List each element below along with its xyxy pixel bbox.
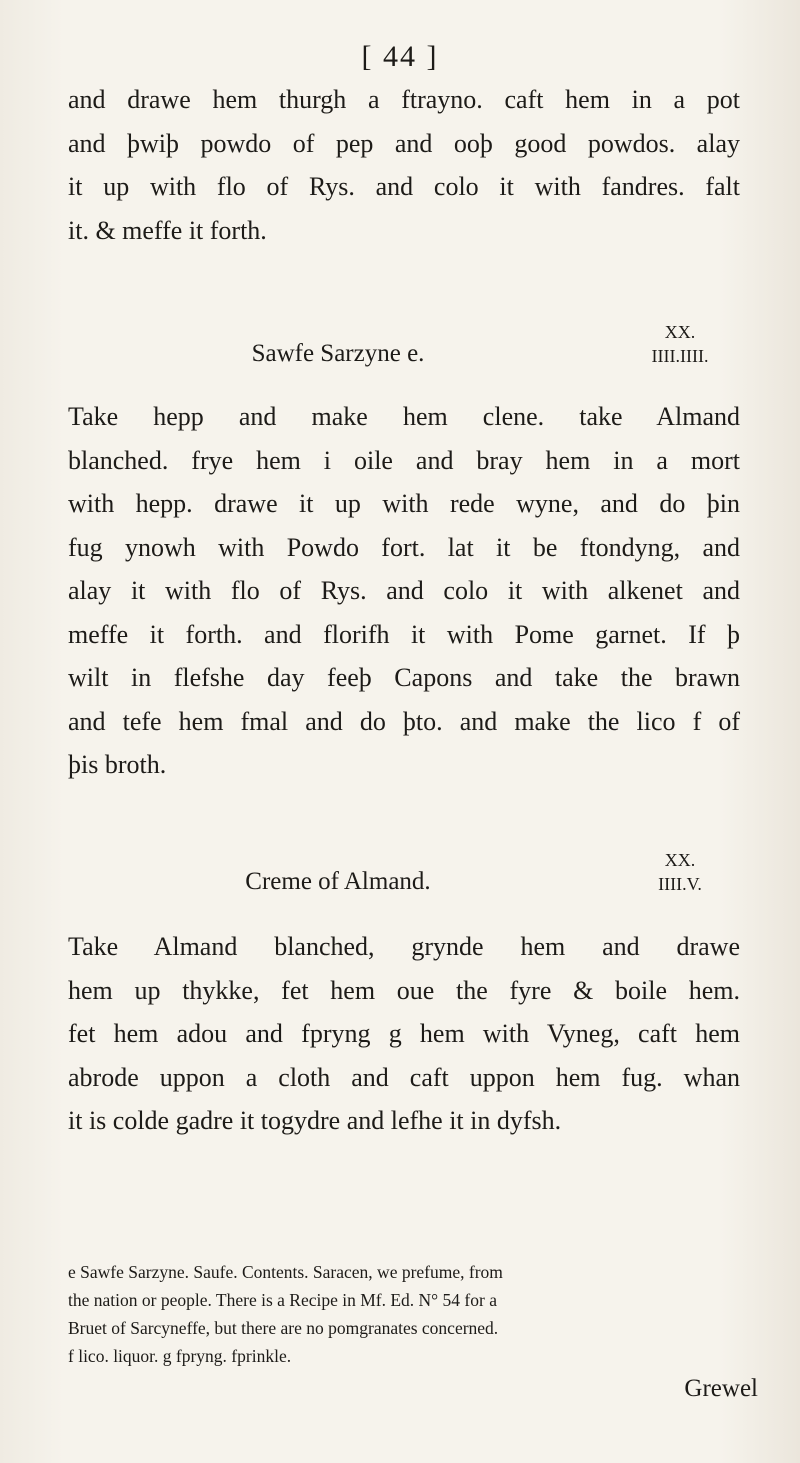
text-line: Take hepp and make hem clene. take Almand bbox=[68, 402, 740, 431]
footnote-line: Bruet of Sarcyneffe, but there are no pomgranates concerned. bbox=[68, 1318, 499, 1338]
footnote-line: f lico. liquor. g fpryng. fprinkle. bbox=[68, 1346, 292, 1366]
page-number-header: [ 44 ] bbox=[361, 40, 439, 73]
recipe-body-sawfe-sarzyne bbox=[68, 395, 740, 787]
recipe-number-top: XX. bbox=[664, 322, 696, 342]
recipe-number bbox=[620, 320, 740, 368]
text-line: it. & meffe it forth. bbox=[68, 215, 267, 245]
text-line: it is colde gadre it togydre and lefhe it in dyfsh. bbox=[68, 1106, 562, 1135]
text-line: and tefe hem fmal and do þto. and make the lico f of bbox=[68, 706, 740, 736]
text-line: and þwiþ powdo of pep and ooþ good powdos. alay bbox=[68, 128, 740, 158]
text-line: with hepp. drawe it up with rede wyne, and do þin bbox=[68, 489, 740, 518]
footnotes bbox=[68, 1258, 758, 1370]
text-line: abrode uppon a cloth and caft uppon hem fug. whan bbox=[68, 1062, 740, 1092]
text-line: alay it with flo of Rys. and colo it with alkenet and bbox=[68, 576, 740, 605]
recipe-number-bottom: IIII.IIII. bbox=[651, 346, 709, 366]
text-line: fug ynowh with Powdo fort. lat it be ftondyng, and bbox=[68, 532, 740, 562]
recipe-title: Sawfe Sarzyne e. bbox=[251, 340, 425, 367]
text-line: þis broth. bbox=[68, 750, 167, 779]
text-line: and drawe hem thurgh a ftrayno. caft hem in a pot bbox=[68, 85, 740, 114]
recipe-number bbox=[620, 848, 740, 896]
text-line: fet hem adou and fpryng g hem with Vyneg, caft hem bbox=[68, 1019, 740, 1048]
recipe-number-bottom: IIII.V. bbox=[658, 874, 702, 894]
footnote-line: e Sawfe Sarzyne. Saufe. Contents. Saracen, we prefume, from bbox=[68, 1262, 503, 1282]
recipe-body-creme-of-almand bbox=[68, 925, 740, 1143]
text-line: it up with flo of Rys. and colo it with fandres. falt bbox=[68, 172, 740, 201]
text-line: meffe it forth. and florifh it with Pome garnet. If þ bbox=[68, 619, 740, 649]
text-line: wilt in flefshe day feeþ Capons and take the brawn bbox=[68, 663, 740, 692]
opening-paragraph bbox=[68, 78, 740, 252]
text-line: blanched. frye hem i oile and bray hem in a mort bbox=[68, 445, 740, 475]
text-line: Take Almand blanched, grynde hem and drawe bbox=[68, 932, 740, 961]
catchword: Grewel bbox=[684, 1375, 758, 1402]
recipe-title: Creme of Almand. bbox=[245, 868, 431, 895]
recipe-number-top: XX. bbox=[664, 850, 696, 870]
footnote-line: the nation or people. There is a Recipe in Mf. Ed. N° 54 for a bbox=[68, 1290, 497, 1310]
text-line: hem up thykke, fet hem oue the fyre & boile hem. bbox=[68, 975, 740, 1005]
